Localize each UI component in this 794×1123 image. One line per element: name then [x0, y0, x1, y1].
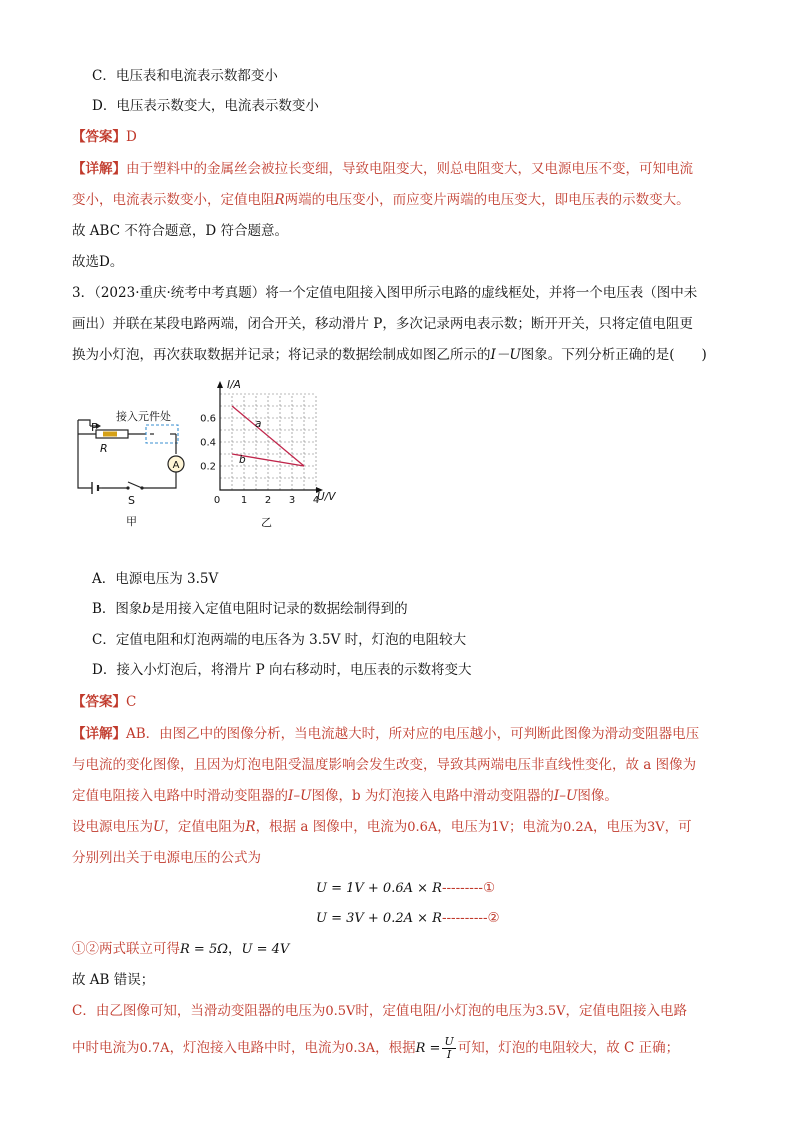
value: 1V [491, 820, 509, 835]
value: 0.3A [345, 1041, 376, 1056]
question-line2: 画出）并联在某段电路两端，闭合开关，移动滑片 P，多次记录两电表示数；断开开关，只将定值电阻更 [72, 316, 693, 332]
prev-detail-line2 [72, 190, 690, 210]
question-text: 图象。下列分析正确的是( ) [520, 347, 707, 363]
detail-text: ，定值电阻为 [164, 819, 246, 835]
detail-text: 变小，电流表示数变小，定值电阻 [72, 192, 275, 208]
option-a: A．电源电压为 3.5V [92, 571, 219, 587]
detail-line8 [72, 1001, 687, 1022]
detail-text: ，灯泡接入电路中时，电流为 [169, 1040, 346, 1056]
value: 3V [647, 820, 665, 835]
detail-text: 中时电流为 [72, 1040, 140, 1056]
detail-text: ，电压为 [593, 819, 647, 835]
detail-line9 [72, 1034, 679, 1063]
iu-symbol: I－U [490, 347, 521, 363]
equation-mark: ----------② [441, 910, 500, 926]
detail-line3 [72, 786, 618, 806]
detail-text: 两端的电压变小，而应变片两端的电压变大，即电压表的示数变大。 [284, 192, 690, 208]
detail-text: 时，定值电阻/小灯泡的电压为 [355, 1003, 536, 1019]
prev-detail-line3: 故 ABC 不符合题意，D 符合题意。 [72, 223, 288, 239]
fraction-u-over-i [442, 1036, 455, 1061]
y-axis-label: I/A [227, 379, 241, 391]
component-box-label: 接入元件处 [116, 410, 171, 423]
series-label-b: b [239, 454, 246, 466]
iu-symbol: I–U [288, 788, 312, 804]
circuit-caption: 甲 [126, 515, 137, 528]
value: 0.7A [139, 1041, 170, 1056]
rheostat-slider [103, 432, 117, 437]
result-u: U = 4V [241, 942, 290, 957]
detail-text: 可知，灯泡的电阻较大，故 C 正确； [457, 1040, 680, 1056]
prev-detail-line1 [72, 159, 693, 179]
question-text: 换为小灯泡，再次获取数据并记录；将记录的数据绘制成如图乙所示的 [72, 347, 491, 363]
value: 3.5V [535, 1004, 566, 1019]
option-text: 是用接入定值电阻时记录的数据绘制得到的 [151, 601, 408, 617]
detail-line2: 与电流的变化图像，且因为灯泡电阻受温度影响会发生改变，导致其两端电压非直线性变化，故 a 图像为 [72, 757, 697, 773]
equation-1 [316, 878, 495, 899]
y-tick-label: 0.6 [200, 413, 216, 425]
x-axis-label: U/V [317, 491, 336, 503]
detail-text: ，电压为 [437, 819, 492, 835]
graph-caption: 乙 [261, 516, 272, 529]
iu-graph [195, 378, 345, 530]
x-tick-label: 0 [213, 495, 221, 506]
prev-detail-line4: 故选D。 [72, 254, 124, 270]
answer-tag: 【答案】 [72, 129, 126, 145]
option-symbol: b [142, 601, 152, 617]
detail-text: ；电流为 [508, 819, 563, 835]
wire [78, 420, 90, 426]
answer-value: D [126, 129, 137, 145]
y-tick-label: 0.4 [200, 437, 216, 449]
equation-2 [316, 908, 500, 929]
value: 0.5V [325, 1004, 356, 1019]
circuit-diagram [70, 400, 190, 530]
detail-line5: 分别列出关于电源电压的公式为 [72, 850, 261, 866]
value: 0.2A [562, 820, 593, 835]
x-tick-label: 4 [312, 495, 320, 506]
iu-symbol: I–U [553, 788, 578, 804]
detail-text: 设电源电压为 [72, 819, 153, 835]
detail-text: ，根据 a 图像中，电流为 [255, 819, 408, 835]
prev-answer [72, 127, 137, 147]
symbol-u: U [153, 819, 165, 835]
detail-tag: 【详解】 [72, 726, 126, 742]
option-c: C．定值电阻和灯泡两端的电压各为 3.5V 时，灯泡的电阻较大 [92, 632, 467, 648]
detail-text: ，可 [664, 819, 692, 835]
detail-text: 定值电阻接入电路中时滑动变阻器的 [72, 788, 288, 804]
option-b [92, 599, 408, 619]
option-c-prev: C．电压表和电流表示数都变小 [92, 68, 278, 84]
y-tick-label: 0.2 [200, 461, 216, 473]
result-r: R = 5Ω [180, 942, 228, 957]
answer-value: C [126, 694, 137, 710]
ammeter-label: A [172, 460, 180, 471]
switch-icon [128, 482, 142, 488]
symbol-r: R [245, 819, 256, 835]
detail-text: ，定值电阻接入电路 [565, 1003, 688, 1019]
equation-text: U = 1V + 0.6A × R [316, 881, 442, 896]
equation-mark: ---------① [441, 880, 496, 896]
detail-text: 由于塑料中的金属丝会被拉长变细，导致电阻变大，则总电阻变大，又电源电压不变，可知电流 [126, 161, 693, 177]
option-text: B．图象 [92, 601, 143, 617]
question-line3 [72, 345, 707, 365]
detail-line6: ①②两式联立可得R = 5Ω，U = 4V [72, 941, 290, 957]
detail-text: C．由乙图像可知，当滑动变阻器的电压为 [72, 1003, 326, 1019]
equation-text: U = 3V + 0.2A × R [316, 911, 442, 926]
detail-text: 图像。 [577, 788, 618, 804]
detail-tag: 【详解】 [72, 161, 126, 177]
fraction-numerator: U [444, 1035, 454, 1048]
slider-label: P [91, 421, 98, 434]
fraction-denominator: I [446, 1048, 452, 1061]
question-line1: 3．（2023·重庆·统考中考真题）将一个定值电阻接入图甲所示电路的虚线框处，并将一个电压表（图中未 [72, 285, 698, 301]
y-axis-arrow-icon [217, 381, 223, 388]
value: 0.6A [407, 820, 438, 835]
symbol-r: R [274, 192, 285, 208]
detail-line1 [72, 724, 699, 744]
x-tick-label: 3 [288, 495, 296, 506]
answer-tag: 【答案】 [72, 694, 126, 710]
series-label-a: a [255, 418, 262, 430]
detail-text: 图像，b 为灯泡接入电路中滑动变阻器的 [311, 788, 554, 804]
detail-text: ①②两式联立可得 [72, 941, 180, 957]
detail-text: ，根据 [375, 1040, 416, 1056]
detail-line4 [72, 817, 692, 838]
switch-label: S [128, 494, 135, 507]
detail-text: AB．由图乙中的图像分析，当电流越大时，所对应的电压越小，可判断此图像为滑动变阻器电压 [126, 726, 700, 742]
resistor-label: R [100, 442, 108, 455]
answer [72, 692, 136, 712]
option-d-prev: D．电压表示数变大，电流表示数变小 [92, 98, 319, 114]
formula-r: R = [415, 1041, 441, 1056]
x-tick-label: 1 [240, 495, 248, 506]
x-tick-label: 2 [264, 495, 272, 506]
detail-line7: 故 AB 错误； [72, 972, 155, 988]
wire [78, 420, 92, 488]
option-d: D．接入小灯泡后，将滑片 P 向右移动时，电压表的示数将变大 [92, 662, 472, 678]
